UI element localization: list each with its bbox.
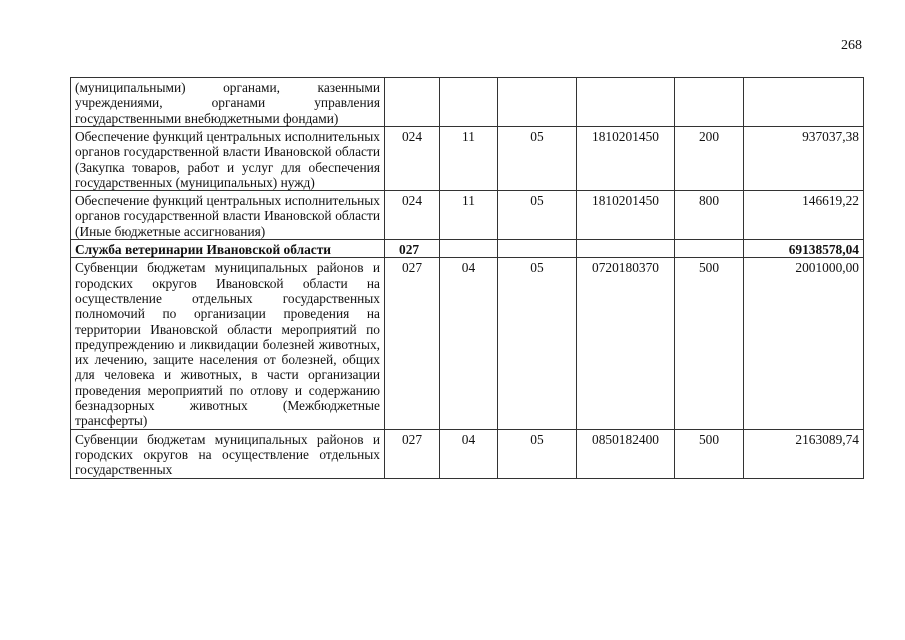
ministry-code: 024	[385, 127, 440, 191]
row-description: Субвенции бюджетам муниципальных районов и городских округов на осуществление отдельных государственных	[71, 429, 385, 478]
row-description: Обеспечение функций центральных исполнительных органов государственной власти Ивановской области (Иные бюджетные ассигнования)	[71, 191, 385, 240]
amount: 69138578,04	[744, 240, 864, 258]
table-row	[71, 258, 864, 429]
expense-type-code: 800	[675, 191, 744, 240]
ministry-code: 027	[385, 258, 440, 429]
page-number: 268	[841, 38, 862, 53]
expense-type-code: 500	[675, 429, 744, 478]
section-code: 11	[440, 127, 498, 191]
budget-table	[70, 77, 864, 479]
table-row-section-total	[71, 240, 864, 258]
expense-type-code: 200	[675, 127, 744, 191]
table-row	[71, 191, 864, 240]
ministry-code	[385, 78, 440, 127]
target-article-code: 1810201450	[577, 191, 675, 240]
amount: 937037,38	[744, 127, 864, 191]
ministry-code: 027	[385, 240, 440, 258]
expense-type-code	[675, 78, 744, 127]
amount	[744, 78, 864, 127]
target-article-code: 0850182400	[577, 429, 675, 478]
target-article-code	[577, 240, 675, 258]
target-article-code	[577, 78, 675, 127]
row-description: Обеспечение функций центральных исполнительных органов государственной власти Ивановской области (Закупка товаров, работ и услуг для обеспечения государственных (муниципальных) нужд)	[71, 127, 385, 191]
expense-type-code: 500	[675, 258, 744, 429]
subsection-code: 05	[498, 258, 577, 429]
table-row	[71, 127, 864, 191]
section-code	[440, 78, 498, 127]
row-description: Служба ветеринарии Ивановской области	[71, 240, 385, 258]
subsection-code: 05	[498, 191, 577, 240]
expense-type-code	[675, 240, 744, 258]
subsection-code	[498, 78, 577, 127]
target-article-code: 1810201450	[577, 127, 675, 191]
table-row	[71, 429, 864, 478]
subsection-code: 05	[498, 127, 577, 191]
section-code	[440, 240, 498, 258]
section-code: 04	[440, 258, 498, 429]
subsection-code: 05	[498, 429, 577, 478]
subsection-code	[498, 240, 577, 258]
amount: 2163089,74	[744, 429, 864, 478]
row-description: Субвенции бюджетам муниципальных районов и городских округов Ивановской области на осуществление отдельных государственных полномочий по организации проведения на территории Ивановской области мероприятий по предупреждению и ликвидации болезней животных, их лечению, защите населения от болезней, общих для человека и животных, в части организации проведения мероприятий по отлову и содержанию безнадзорных животных (Межбюджетные трансферты)	[71, 258, 385, 429]
table-row	[71, 78, 864, 127]
amount: 2001000,00	[744, 258, 864, 429]
ministry-code: 027	[385, 429, 440, 478]
ministry-code: 024	[385, 191, 440, 240]
section-code: 04	[440, 429, 498, 478]
amount: 146619,22	[744, 191, 864, 240]
section-code: 11	[440, 191, 498, 240]
row-description: (муниципальными) органами, казенными учреждениями, органами управления государственными внебюджетными фондами)	[71, 78, 385, 127]
target-article-code: 0720180370	[577, 258, 675, 429]
